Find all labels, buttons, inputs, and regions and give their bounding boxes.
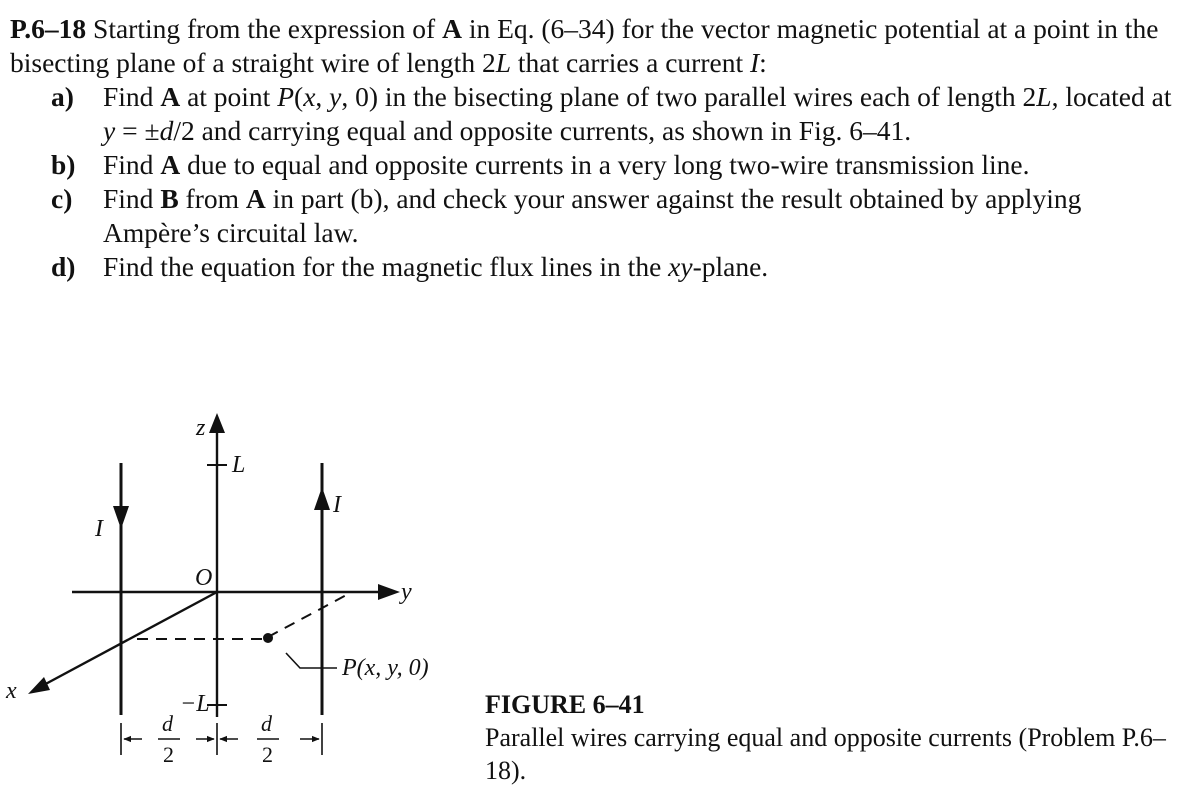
- point-p-label: P(x, y, 0): [342, 655, 429, 681]
- part-letter: a): [51, 81, 74, 112]
- part-letter: c): [51, 183, 73, 214]
- variable-i: I: [749, 47, 760, 78]
- part-text: (: [294, 81, 304, 112]
- part-text: ,: [315, 81, 330, 112]
- part-text: , 0) in the bisecting plane of two parallel wires each of length 2: [341, 81, 1037, 112]
- vector-b: B: [160, 183, 179, 214]
- dim-left-denominator: 2: [163, 742, 174, 767]
- point-p: [263, 633, 273, 643]
- problem-statement: [10, 12, 1190, 284]
- caption-title: FIGURE 6–41: [485, 690, 645, 719]
- bottom-label: −L: [180, 691, 210, 717]
- y-axis-arrow-icon: [378, 584, 400, 600]
- part-a: [10, 80, 1190, 148]
- variable-d: d: [159, 115, 174, 146]
- part-text: -plane.: [692, 251, 769, 282]
- x-axis-arrow-icon: [28, 677, 50, 694]
- variable-x: x: [303, 81, 316, 112]
- problem-intro: [10, 12, 1190, 80]
- problem-id: P.6–18: [10, 13, 87, 44]
- variable-l: L: [495, 47, 511, 78]
- right-current-arrow-icon: [314, 487, 330, 510]
- intro-text: Starting from the expression of: [86, 13, 443, 44]
- intro-text: in Eq. (6–34) for the vector magnetic potential at a point in the bisecting plane of a straight wire of length 2: [10, 13, 1159, 78]
- caption-text: Parallel wires carrying equal and opposite currents (Problem P.6–18).: [485, 723, 1166, 785]
- part-letter: d): [51, 251, 76, 282]
- part-text: due to equal and opposite currents in a very long two-wire transmission line.: [180, 149, 1030, 180]
- vector-a: A: [442, 13, 462, 44]
- part-letter: b): [51, 149, 76, 180]
- part-text: from: [178, 183, 246, 214]
- x-axis-label: x: [6, 678, 17, 704]
- variable-y: y: [329, 81, 342, 112]
- part-text: = ±: [115, 115, 160, 146]
- right-current-label: I: [333, 492, 341, 518]
- part-text: /2 and carrying equal and opposite currents, as shown in Fig. 6–41.: [173, 115, 912, 146]
- part-text: at point: [180, 81, 278, 112]
- figure-diagram: [0, 395, 480, 795]
- origin-label: O: [195, 565, 213, 591]
- part-d: [10, 250, 1190, 284]
- part-b: [10, 148, 1190, 182]
- left-current-arrow-icon: [113, 506, 129, 529]
- variable-xy: xy: [668, 251, 693, 282]
- point-p-leader: [286, 653, 337, 668]
- intro-text: :: [759, 47, 767, 78]
- dashed-y-projection: [268, 592, 352, 637]
- z-axis-arrow-icon: [209, 413, 225, 433]
- vector-a: A: [160, 149, 181, 180]
- z-axis-label: z: [196, 415, 206, 441]
- y-axis-label: y: [401, 579, 412, 605]
- figure-caption: [485, 688, 1185, 787]
- part-c: [10, 182, 1190, 250]
- x-axis: [40, 592, 217, 687]
- variable-p: P: [277, 81, 295, 112]
- part-text: in part (b), and check your answer against the result obtained by applying Ampère’s circuital law.: [103, 183, 1082, 248]
- left-current-label: I: [95, 516, 103, 542]
- vector-a: A: [160, 81, 181, 112]
- dim-right-denominator: 2: [262, 742, 273, 767]
- part-text: Find: [103, 149, 161, 180]
- part-text: , located at: [1051, 81, 1172, 112]
- vector-a: A: [245, 183, 266, 214]
- part-text: Find: [103, 81, 161, 112]
- variable-y: y: [103, 115, 116, 146]
- problem-parts: [10, 80, 1190, 284]
- part-text: Find the equation for the magnetic flux lines in the: [103, 251, 669, 282]
- top-label: L: [232, 452, 246, 478]
- part-text: Find: [103, 183, 161, 214]
- dim-left-numerator: d: [162, 711, 173, 736]
- variable-l: L: [1036, 81, 1052, 112]
- intro-text: that carries a current: [511, 47, 750, 78]
- dim-right-numerator: d: [261, 711, 272, 736]
